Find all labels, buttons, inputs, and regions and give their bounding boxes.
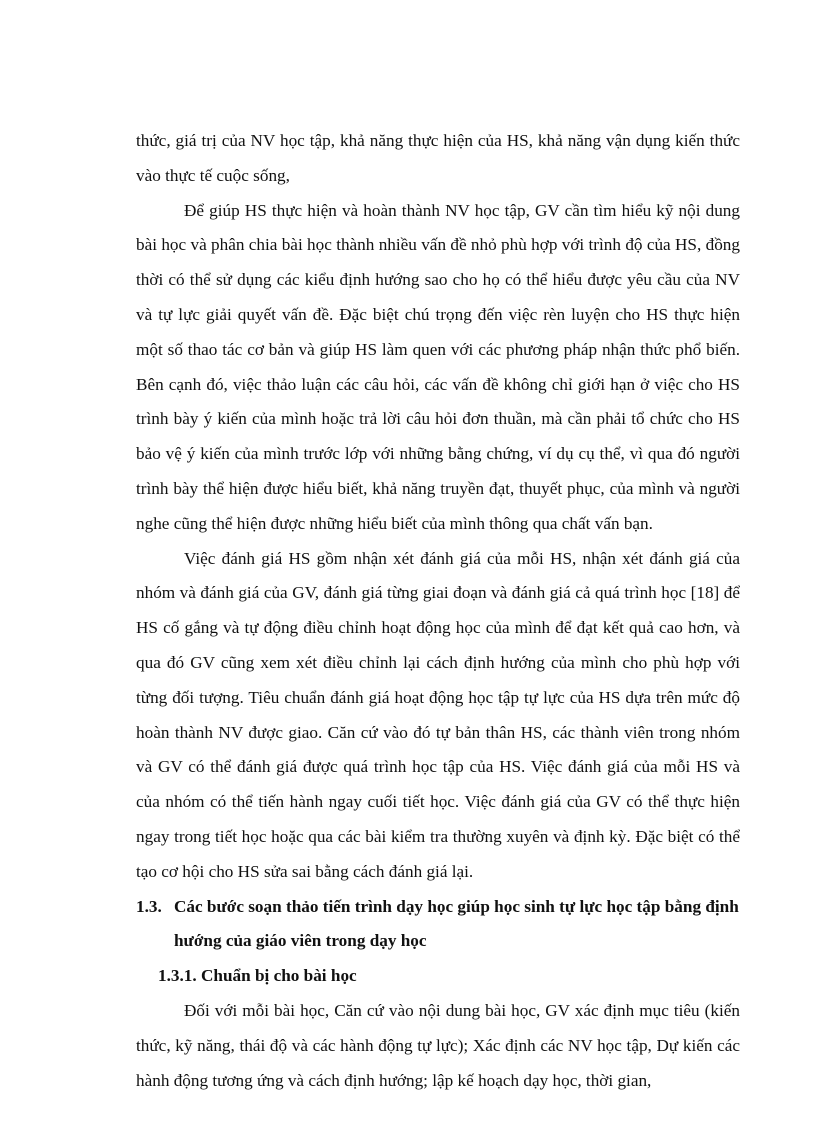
- section-heading: [136, 890, 740, 960]
- section-number: 1.3.: [136, 896, 162, 916]
- paragraph-preparation: Đối với mỗi bài học, Căn cứ vào nội dung bài học, GV xác định mục tiêu (kiến thức, kỹ năng, thái độ và các hành động tự lực); Xác định các NV học tập, Dự kiến các hành động tương ứng và cách định hướng; lập kế hoạch dạy học, thời gian,: [136, 1000, 740, 1090]
- page-content: [136, 124, 740, 1098]
- section-title: Các bước soạn thảo tiến trình dạy học giúp học sinh tự lực học tập bằng định hướng của giáo viên trong dạy học: [174, 896, 739, 951]
- paragraph-continuation: thức, giá trị của NV học tập, khả năng thực hiện của HS, khả năng vận dụng kiến thức vào thực tế cuộc sống,: [136, 131, 740, 185]
- paragraph-guidance: Để giúp HS thực hiện và hoàn thành NV học tập, GV cần tìm hiểu kỹ nội dung bài học và phân chia bài học thành nhiều vấn đề nhỏ phù hợp với trình độ của HS, đồng thời có thể sử dụng các kiểu định hướng sao cho họ có thể hiểu được yêu cầu của NV và tự lực giải quyết vấn đề. Đặc biệt chú trọng đến việc rèn luyện cho HS thực hiện một số thao tác cơ bản và giúp HS làm quen với các phương pháp nhận thức phổ biến. Bên cạnh đó, việc thảo luận các câu hỏi, các vấn đề không chỉ giới hạn ở việc cho HS trình bày ý kiến của mình hoặc trả lời câu hỏi đơn thuần, mà cần phải tổ chức cho HS bảo vệ ý kiến của mình trước lớp với những bằng chứng, ví dụ cụ thể, vì qua đó người trình bày thể hiện được hiểu biết, khả năng truyền đạt, thuyết phục, của mình và người nghe cũng thể hiện được những hiểu biết của mình thông qua chất vấn bạn.: [136, 200, 740, 533]
- paragraph-assessment: Việc đánh giá HS gồm nhận xét đánh giá của mỗi HS, nhận xét đánh giá của nhóm và đánh giá của GV, đánh giá từng giai đoạn và đánh giá cả quá trình học [18] để HS cố gắng và tự động điều chỉnh hoạt động học của mình để đạt kết quả cao hơn, và qua đó GV cũng xem xét điều chỉnh lại cách định hướng của mình cho phù hợp với từng đối tượng. Tiêu chuẩn đánh giá hoạt động học tập tự lực của HS dựa trên mức độ hoàn thành NV được giao. Căn cứ vào đó tự bản thân HS, các thành viên trong nhóm và GV có thể đánh giá được quá trình học tập của HS. Việc đánh giá của mỗi HS và của nhóm có thể tiến hành ngay cuối tiết học. Việc đánh giá của GV có thể thực hiện ngay trong tiết học hoặc qua các bài kiểm tra thường xuyên và định kỳ. Đặc biệt có thể tạo cơ hội cho HS sửa sai bằng cách đánh giá lại.: [136, 548, 740, 881]
- subsection-heading: 1.3.1. Chuẩn bị cho bài học: [158, 966, 357, 986]
